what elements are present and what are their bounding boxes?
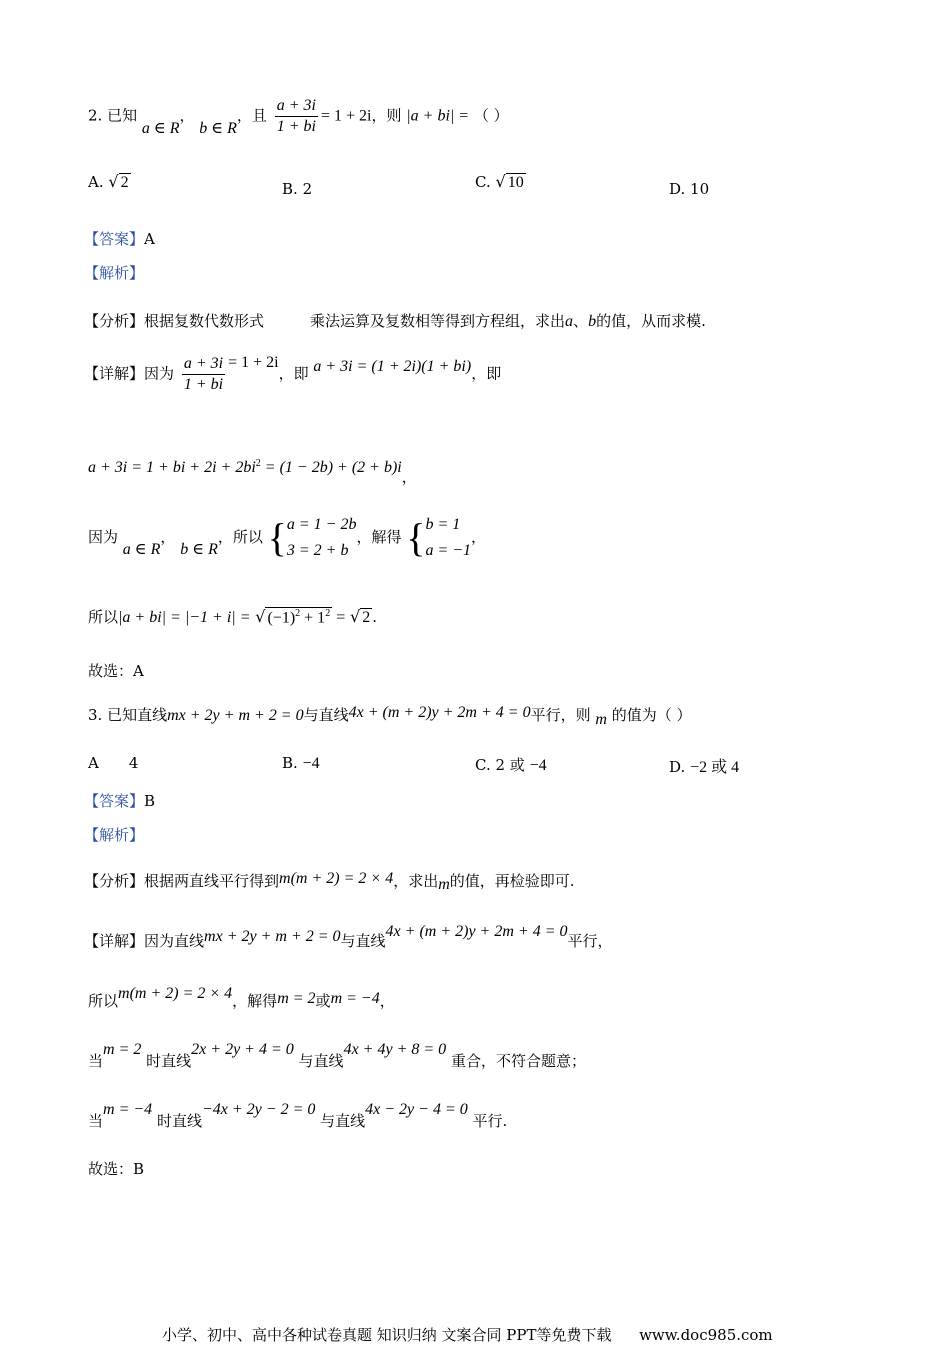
q2-xiangjie: 【详解】因为 $\frac{a + 3i}{1 + bi}$ = 1 + 2i，即 a + 3i = (1 + 2i)(1 + bi)，即 xyxy=(84,353,502,393)
footer xyxy=(162,1324,773,1345)
q3-guxuan: 故选：B xyxy=(88,1160,145,1178)
q3-xiangjie: 【详解】因为直线mx + 2y + m + 2 = 0与直线4x + (m + 2)y + 2m + 4 = 0平行， xyxy=(84,923,613,950)
footer-url[interactable]: www.doc985.com xyxy=(639,1326,773,1344)
q2-final: 所以|a + bi| = |−1 + i| = √ $(-1)^2 + 1^2$ = √ 2 . xyxy=(88,607,377,626)
q2-option-c: C. √ 10 xyxy=(475,172,524,191)
q2-analysis-tag: 【解析】 xyxy=(84,264,145,282)
q3-analysis-tag: 【解析】 xyxy=(84,826,145,844)
q2-option-b: B. 2 xyxy=(282,180,313,198)
q2-guxuan: 故选：A xyxy=(88,662,144,680)
q2-expansion: a + 3i = 1 + bi + $2i + 2bi^2 = (1 - 2b) + (2 + b)i$， xyxy=(88,458,417,486)
q3-fenxi: 【分析】根据两直线平行得到m(m + 2) = 2 × 4，求出m的值，再检验即可. xyxy=(84,870,575,893)
footer-text: 小学、初中、高中各种试卷真题 知识归纳 文案合同 PPT等免费下载 xyxy=(162,1326,612,1344)
q3-answer: 【答案】B xyxy=(84,792,156,810)
q3-case2: 当m = −4 时直线−4x + 2y − 2 = 0 与直线4x − 2y − 4 = 0 平行. xyxy=(88,1101,508,1130)
q2-option-a: A. √ 2 xyxy=(88,172,129,191)
q2-system: 因为 a ∈ R， b ∈ R，所以 { a = 1 − 2b 3 = 2 + b ，解得 { b = 1 a = −1 ， xyxy=(88,515,487,560)
q2-stem: 2. 已知 a ∈ R， b ∈ R，且 $\frac{a + 3i}{1 + bi}$ = 1 + 2i，则 |a + bi| = （ ） xyxy=(88,97,509,137)
q3-option-a: A 4 xyxy=(88,754,139,772)
q3-case1: 当m = 2 时直线2x + 2y + 4 = 0 与直线4x + 4y + 8 = 0 重合，不符合题意； xyxy=(88,1041,586,1070)
q2-fraction: $\frac{a + 3i}{1 + bi}$ xyxy=(276,97,316,135)
q2-fenxi: 【分析】根据复数代数形式 乘法运算及复数相等得到方程组，求出a、b的值，从而求模. xyxy=(84,312,706,330)
q3-option-d: D. −2 或 4 xyxy=(669,758,740,776)
q3-option-b: B. −4 xyxy=(282,754,320,772)
q2-option-d: D. 10 xyxy=(669,180,710,198)
q3-stem: 3. 已知直线mx + 2y + m + 2 = 0与直线4x + (m + 2)y + 2m + 4 = 0平行，则 m 的值为（ ） xyxy=(88,704,692,728)
q3-option-c: C. 2 或 −4 xyxy=(475,756,547,774)
q3-solve: 所以m(m + 2) = 2 × 4，解得m = 2或m = −4， xyxy=(88,985,395,1010)
q2-answer: 【答案】A xyxy=(84,230,155,248)
